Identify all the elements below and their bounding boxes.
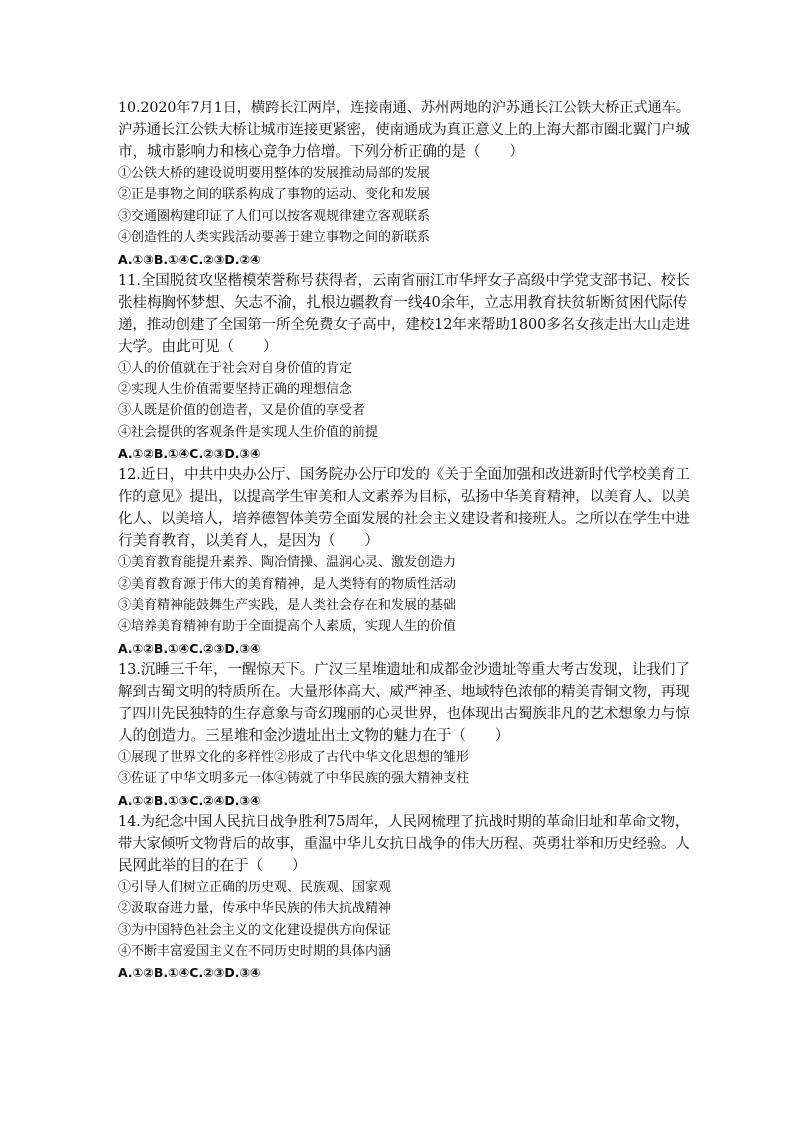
question-14 <box>118 811 690 984</box>
answer-choices: A.①②B.①③C.②④D.③④ <box>118 792 261 808</box>
answer-option: ③为中国特色社会主义的文化建设提供方向保证 <box>118 922 392 938</box>
question-stem-line: 化人、以美培人，培养德智体美劳全面发展的社会主义建设者和接班人。之所以在学生中进 <box>118 511 690 528</box>
answer-option: ②实现人生价值需要坚持正确的理想信念 <box>118 382 353 398</box>
answer-option: ④创造性的人类实践活动要善于建立事物之间的新联系 <box>118 230 431 246</box>
question-10 <box>118 97 691 270</box>
answer-option: ③交通圈构建印证了人们可以按客观规律建立客观联系 <box>118 208 431 224</box>
question-stem-line: 13.沉睡三千年，一醒惊天下。广汉三星堆遗址和成都金沙遗址等重大考古发现，让我们了 <box>118 660 690 678</box>
answer-option: ②汲取奋进力量，传承中华民族的伟大抗战精神 <box>118 901 392 917</box>
answer-option: ④不断丰富爱国主义在不同历史时期的具体内涵 <box>118 943 392 959</box>
answer-option: ①美育教育能提升素养、陶冶情操、温润心灵、激发创造力 <box>118 555 457 571</box>
question-stem-line: 市，城市影响力和核心竞争力倍增。下列分析正确的是（ ） <box>118 143 524 160</box>
answer-option: ②正是事物之间的联系构成了事物的运动、变化和发展 <box>118 187 431 203</box>
answer-choices: A.①②B.①④C.②③D.③④ <box>118 640 261 656</box>
question-stem-line: 张桂梅胸怀梦想、矢志不渝，扎根边疆教育一线40余年，立志用教育扶贫斩断贫困代际传 <box>118 293 688 311</box>
answer-option: ④社会提供的客观条件是实现人生价值的前提 <box>118 424 379 440</box>
question-stem-line: 民网此举的目的在于（ ） <box>118 856 307 874</box>
answer-option: ①人的价值就在于社会对自身价值的肯定 <box>118 360 353 376</box>
answer-option: ④培养美育精神有助于全面提高个人素质，实现人生的价值 <box>118 619 457 635</box>
answer-option: ②美育教育源于伟大的美育精神，是人类特有的物质性活动 <box>118 576 457 592</box>
question-stem-line: 解到古蜀文明的特质所在。大量形体高大、威严神圣、地域特色浓郁的精美青铜文物，再现 <box>118 683 690 700</box>
answer-option: ③佐证了中华文明多元一体④铸就了中华民族的强大精神支柱 <box>118 771 470 787</box>
question-stem-line: 大学。由此可见（ ） <box>118 337 278 355</box>
question-stem-line: 12.近日，中共中央办公厅、国务院办公厅印发的《关于全面加强和改进新时代学校美育工 <box>118 466 690 484</box>
answer-option: ①展现了世界文化的多样性②形成了古代中华文化思想的雏形 <box>118 749 470 765</box>
answer-option: ③人既是价值的创造者，又是价值的享受者 <box>118 403 366 419</box>
answer-option: ①引导人们树立正确的历史观、民族观、国家观 <box>118 879 392 895</box>
question-stem-line: 了四川先民独特的生存意象与奇幻瑰丽的心灵世界，也体现出古蜀族非凡的艺术想象力与惊 <box>118 705 690 722</box>
question-stem-line: 作的意见》提出，以提高学生审美和人文素养为目标，弘扬中华美育精神，以美育人、以美 <box>118 489 690 506</box>
question-13 <box>118 659 690 811</box>
exam-page <box>118 97 691 983</box>
question-stem-line: 10.2020年7月1日，横跨长江两岸，连接南通、苏州两地的沪苏通长江公铁大桥正式通车。 <box>118 100 691 116</box>
answer-option: ①公铁大桥的建设说明要用整体的发展推动局部的发展 <box>118 166 431 181</box>
answer-choices: A.①②B.①④C.②③D.③④ <box>118 446 261 462</box>
question-11 <box>118 270 690 465</box>
question-stem-line: 带大家倾听文物背后的故事，重温中华儿女抗日战争的伟大历程、英勇壮举和历史经验。人 <box>118 835 690 852</box>
question-stem-line: 14.为纪念中国人民抗日战争胜利75周年，人民网梳理了抗战时期的革命旧址和革命文物， <box>118 813 690 830</box>
question-stem-line: 11.全国脱贫攻坚楷模荣誉称号获得者，云南省丽江市华坪女子高级中学党支部书记、校长 <box>118 271 690 289</box>
question-stem-line: 递，推动创建了全国第一所全免费女子高中，建校12年来帮助1800多名女孩走出大山走进 <box>118 316 690 333</box>
question-stem-line: 人的创造力。三星堆和金沙遗址出土文物的魅力在于（ ） <box>118 726 510 744</box>
answer-choices: A.①②B.①④C.②③D.③④ <box>118 965 261 981</box>
question-stem-line: 沪苏通长江公铁大桥让城市连接更紧密，使南通成为真正意义上的上海大都市圈北翼门户城 <box>118 122 690 138</box>
question-12 <box>118 464 690 659</box>
question-stem-line: 行美育教育，以美育人，是因为（ ） <box>118 532 379 550</box>
answer-choices: A.①③B.①④C.②③D.②④ <box>118 251 261 267</box>
answer-option: ③美育精神能鼓舞生产实践，是人类社会存在和发展的基础 <box>118 598 457 614</box>
